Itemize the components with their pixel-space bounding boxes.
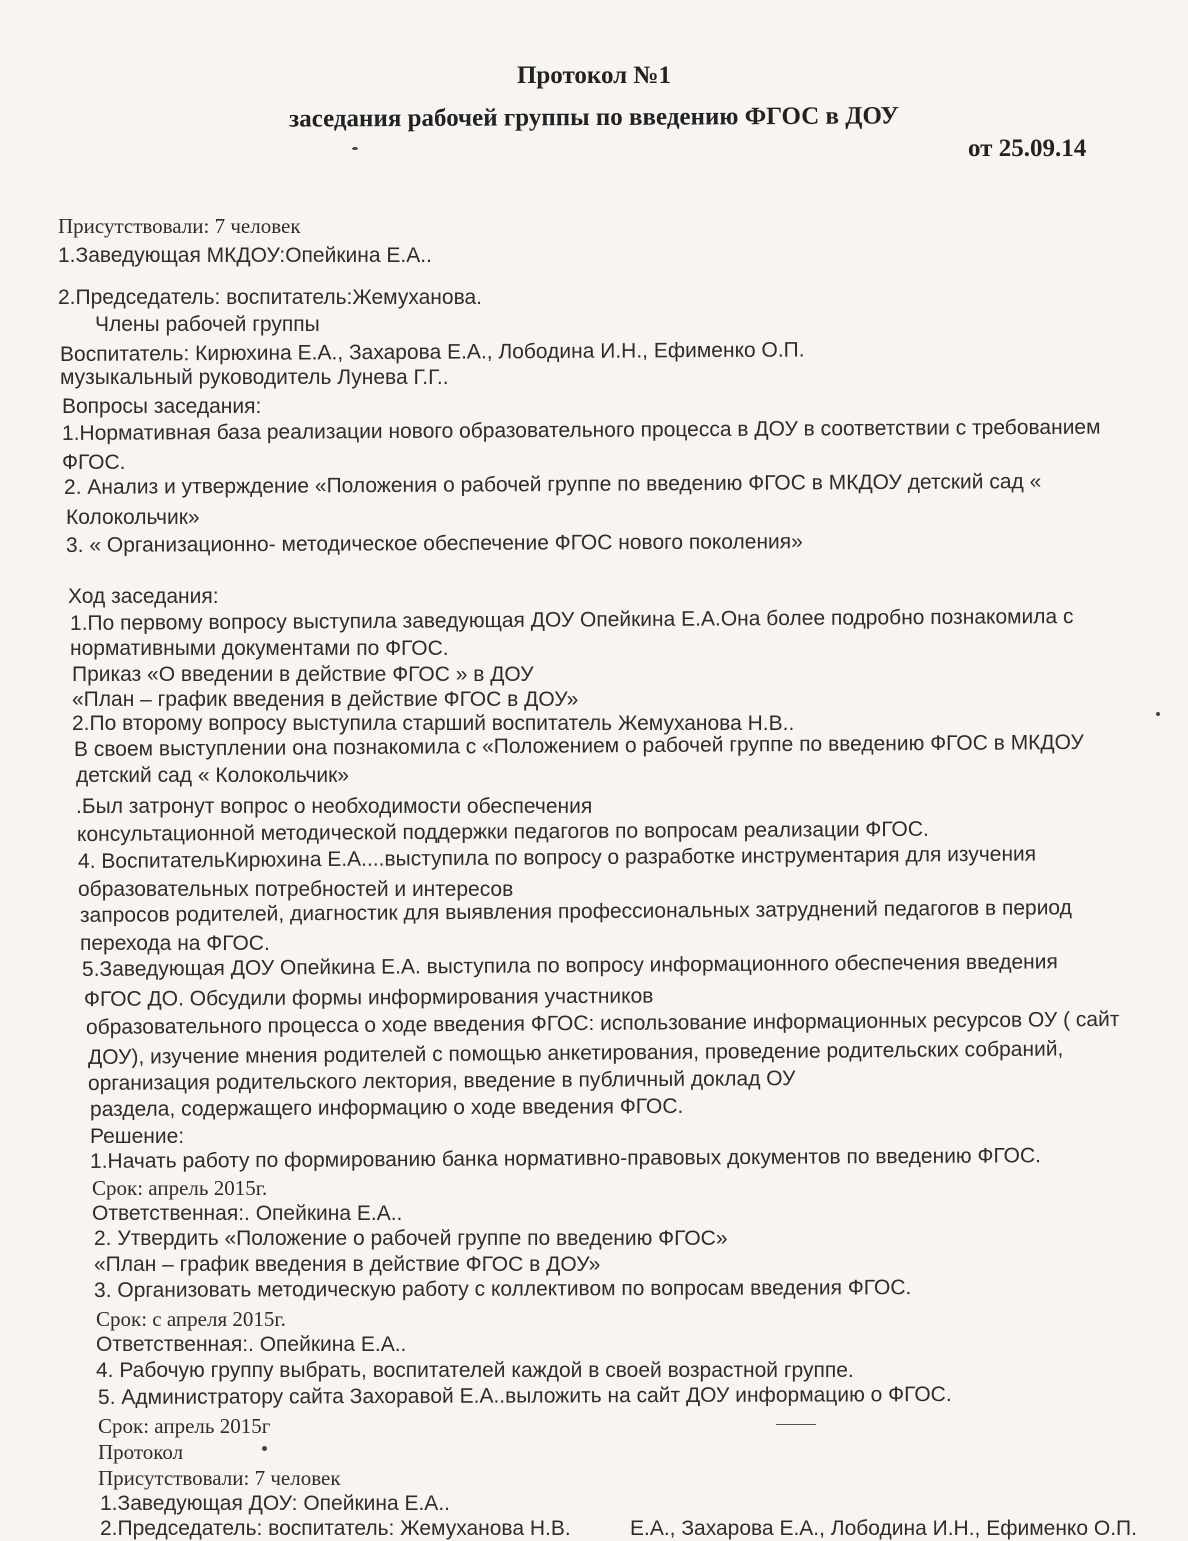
text-line: нормативными документами по ФГОС.	[70, 637, 449, 660]
text-line: В своем выступлении она познакомила с «Положением о рабочей группе по введению ФГОС в МКДОУ	[73, 730, 1084, 761]
text-line: Срок: с апреля 2015г.	[96, 1307, 286, 1331]
text-line: 2.По второму вопросу выступила старший воспитатель Жемуханова Н.В..	[72, 712, 795, 735]
text-line: Присутствовали: 7 человек	[98, 1466, 341, 1490]
text-line: Члены рабочей группы	[95, 313, 320, 336]
text-line: 2. Утвердить «Положение о рабочей группе по введению ФГОС»	[94, 1227, 728, 1250]
document-subtitle: заседания рабочей группы по введению ФГОС в ДОУ	[289, 102, 899, 133]
text-line: детский сад « Колокольчик»	[76, 764, 349, 787]
text-line: 2.Председатель: воспитатель:Жемуханова.	[58, 286, 483, 309]
text-line: 3. « Организационно- методическое обеспечение ФГОС нового поколения»	[65, 530, 803, 557]
text-line: 4. ВоспитательКирюхина Е.А....выступила по вопросу о разработке инструментария для изучения	[77, 842, 1037, 873]
text-line: ФГОС.	[62, 451, 126, 474]
text-line: 1.По первому вопросу выступила заведующая ДОУ Опейкина Е.А.Она более подробно познакомила с	[69, 604, 1074, 635]
text-line: музыкальный руководитель Лунева Г.Г..	[60, 366, 449, 389]
text-line: Ответственная:. Опейкина Е.А..	[92, 1202, 403, 1225]
section-heading: Вопросы заседания:	[62, 395, 262, 418]
text-line: Приказ «О введении в действие ФГОС » в ДОУ	[72, 663, 534, 686]
text-line: организация родительского лектория, введение в публичный доклад ОУ	[87, 1067, 796, 1095]
scan-speck	[1156, 712, 1160, 716]
text-line: 3. Организовать методическую работу с коллективом по вопросам введения ФГОС.	[93, 1276, 912, 1302]
text-line: «План – график введения в действие ФГОС в ДОУ»	[72, 688, 579, 711]
text-line: 2. Анализ и утверждение «Положения о рабочей группе по введению ФГОС в МКДОУ детский сад «	[63, 470, 1042, 499]
text-line: ФГОС ДО. Обсудили формы информирования участников	[83, 984, 654, 1011]
scan-speck	[352, 147, 358, 150]
text-line: 2.Председатель: воспитатель: Жемуханова Н.В.	[100, 1517, 571, 1540]
text-line: 1.Заведующая МКДОУ:Опейкина Е.А..	[58, 244, 432, 267]
text-line: Е.А., Захарова Е.А., Лободина И.Н., Ефименко О.П.	[630, 1517, 1137, 1540]
text-line: 4. Рабочую группу выбрать, воспитателей каждой в своей возрастной группе.	[96, 1359, 854, 1382]
text-line: 5. Администратору сайта Захоравой Е.А..выложить на сайт ДОУ информацию о ФГОС.	[97, 1383, 952, 1409]
text-line: Срок: апрель 2015г.	[92, 1176, 268, 1200]
text-line: 1.Нормативная база реализации нового образовательного процесса в ДОУ в соответствии с требованием	[61, 415, 1101, 445]
text-line: образовательных потребностей и интересов	[78, 878, 514, 901]
text-line: консультационной методической поддержки педагогов по вопросам реализации ФГОС.	[76, 817, 929, 846]
document-title: Протокол №1	[516, 62, 672, 89]
text-line: запросов родителей, диагностик для выявления профессиональных затруднений педагогов в период	[79, 896, 1072, 927]
section-heading: Ход заседания:	[68, 585, 219, 608]
text-line: 1.Заведующая ДОУ: Опейкина Е.А..	[100, 1492, 450, 1515]
scan-mark	[776, 1424, 816, 1425]
text-line: Ответственная:. Опейкина Е.А..	[96, 1333, 407, 1356]
section-heading: Решение:	[90, 1125, 185, 1148]
text-line: 1.Начать работу по формированию банка нормативно-правовых документов по введению ФГОС.	[89, 1144, 1042, 1173]
text-line: раздела, содержащего информацию о ходе введения ФГОС.	[89, 1094, 684, 1121]
text-line: Колокольчик»	[66, 506, 200, 529]
text-line: Воспитатель: Кирюхина Е.А., Захарова Е.А., Лободина И.Н., Ефименко О.П.	[59, 338, 805, 366]
text-line: образовательного процесса о ходе введения ФГОС: использование информационных ресурсов ОУ ( сайт	[85, 1007, 1120, 1039]
document-date: от 25.09.14	[968, 135, 1087, 162]
text-line: ДОУ), изучение мнения родителей с помощью анкетирования, проведение родительских собраний,	[87, 1037, 1064, 1069]
text-line: перехода на ФГОС.	[80, 932, 270, 955]
scan-speck	[262, 1446, 267, 1451]
text-line: .Был затронут вопрос о необходимости обеспечения	[76, 795, 593, 818]
text-line: Срок: апрель 2015г	[98, 1414, 271, 1438]
text-line: Протокол	[98, 1440, 184, 1464]
text-line: «План – график введения в действие ФГОС в ДОУ»	[94, 1253, 601, 1276]
text-line: 5.Заведующая ДОУ Опейкина Е.А. выступила по вопросу информационного обеспечения введения	[81, 950, 1058, 981]
attendance-line: Присутствовали: 7 человек	[58, 214, 301, 238]
